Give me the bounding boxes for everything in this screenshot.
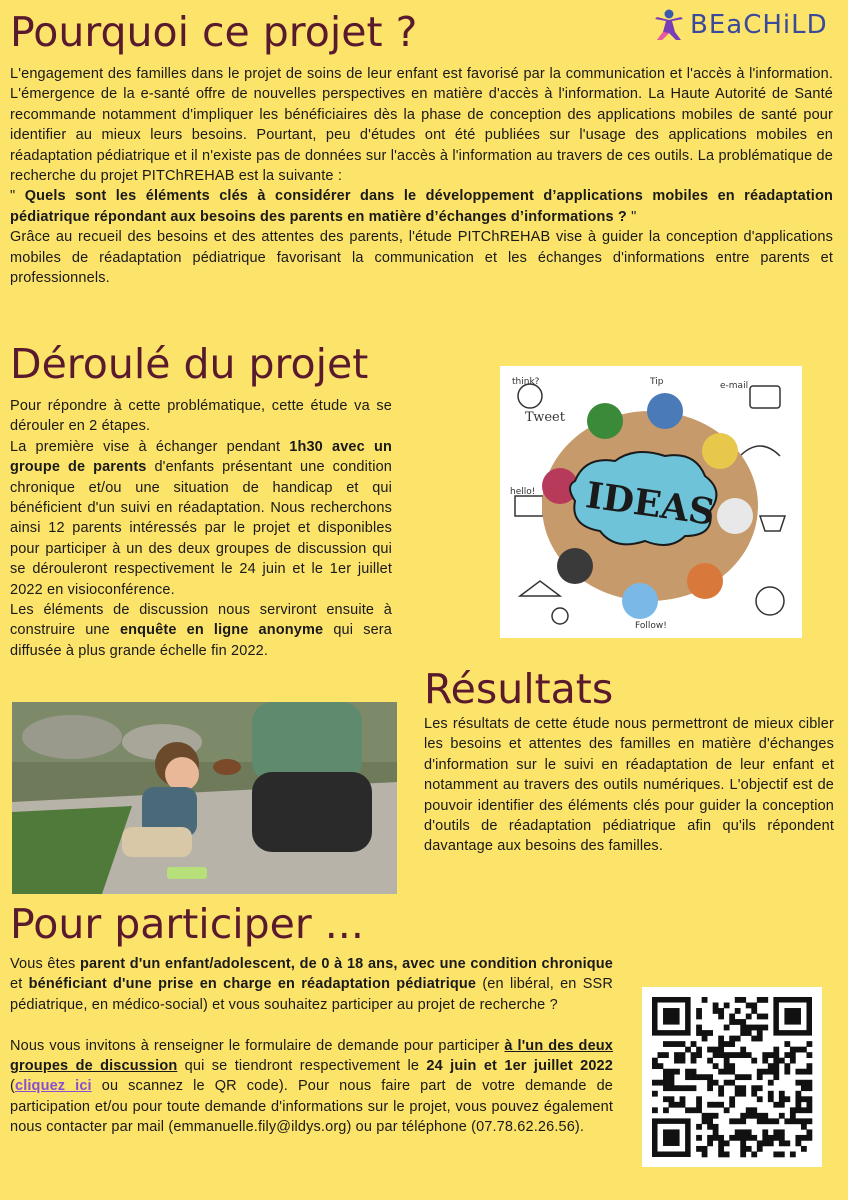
qr-code[interactable] xyxy=(642,987,822,1167)
intro-paragraph: L'engagement des familles dans le projet de soins de leur enfant est favorisé par la communication et l'accès à l'information. L'émergence de la e-santé offre de nouvelles perspectives en matière d'accès à l'information. La Haute Autorité de Santé recommande notamment d'impliquer les bénéficiaires dès la phase de conception des applications mobiles de santé pour identifier au mieux leurs besoins. Pourtant, peu d'études ont été publiées sur l'usage des applications mobiles en réadaptation pédiatrique et il n'existe pas de données sur l'accès à l'information au travers de ces outils. La problématique de recherche du projet PITChREHAB est la suivante : xyxy=(10,66,833,185)
image-word-think: think? xyxy=(512,377,540,387)
conclusion-paragraph: Grâce au recueil des besoins et des attentes des parents, l'étude PITChREHAB vise à guider la conception d'applications mobiles de réadaptation pédiatrique favorisant la communication et les échanges d'informations entre parents et professionnels. xyxy=(10,229,833,287)
logo-text: BEaCHiLD xyxy=(690,10,828,40)
ideas-word: IDEAS xyxy=(583,474,718,534)
section-title-deroule: Déroulé du projet xyxy=(10,340,369,388)
section-deroule-text: Pour répondre à cette problématique, cette étude va se dérouler en 2 étapes. La première vise à échanger pendant 1h30 avec un groupe de parents d'enfants présentant une condition chronique et/ou une situation de handicap et qui bénéficient d'un suivi en réadaptation. Nous recherchons ainsi 12 parents intéressés par le projet et disponibles pour participer à un des deux groupes de discussion qui se dérouleront respectivement le 24 juin et le 1er juillet 2022 en visioconférence. Les éléments de discussion nous serviront ensuite à construire une enquête en ligne anonyme qui sera diffusée à plus grande échelle fin 2022. xyxy=(10,398,393,659)
section-title-resultats: Résultats xyxy=(424,665,614,713)
research-question: Quels sont les éléments clés à considérer dans le développement d’applications mobiles en réadaptation pédiatrique répondant aux besoins des parents en matière d’échanges d’informations ? xyxy=(10,188,834,225)
image-word-follow: Follow! xyxy=(635,621,667,631)
image-word-tweet: Tweet xyxy=(525,410,565,425)
image-word-hello: hello! xyxy=(510,487,536,497)
image-word-email: e-mail xyxy=(720,381,749,391)
cliquez-ici-link[interactable]: cliquez ici xyxy=(14,1078,92,1095)
section-pourquoi-text: L'engagement des familles dans le projet de soins de leur enfant est favorisé par la communication et l'accès à l'information. L'émergence de la e-santé offre de nouvelles perspectives en matière d'accès à l'information. La Haute Autorité de Santé recommande notamment d'impliquer les bénéficiaires dès la phase de conception des applications mobiles de santé pour identifier au mieux leurs besoins. Pourtant, peu d'études ont été publiées sur l'usage des applications mobiles en réadaptation pédiatrique et il n'existe pas de données sur l'accès à l'information au travers de ces outils. La problématique de recherche du projet PITChREHAB est la suivante : " Quels sont les éléments clés à considérer dans le développement d’applications mobiles en réadaptation pédiatrique répondant aux besoins des parents en matière d’échanges d’informations ? " Grâce au recueil des besoins et des attentes des parents, l'étude PITChREHAB vise à guider la conception d'applications mobiles de réadaptation pédiatrique favorisant la communication et les échanges d'informations entre parents et professionnels. xyxy=(10,66,834,287)
person-star-icon xyxy=(652,8,686,42)
ideas-photo xyxy=(500,366,802,638)
section-title-participer: Pour participer ... xyxy=(10,900,364,948)
section-title-pourquoi: Pourquoi ce projet ? xyxy=(10,8,418,56)
beachild-logo xyxy=(652,8,828,42)
image-word-tip: Tip xyxy=(650,377,664,387)
child-chalk-photo xyxy=(12,702,397,894)
section-participer-text: Vous êtes parent d'un enfant/adolescent, de 0 à 18 ans, avec une condition chronique et bénéficiant d'une prise en charge en réadaptation pédiatrique (en libéral, en SSR pédiatrique, en médico-social) et vous souhaitez participer au projet de recherche ? Nous vous invitons à renseigner le formulaire de demande pour participer à l'un des deux groupes de discussion qui se tiendront respectivement le 24 juin et 1er juillet 2022 (cliquez ici ou scannez le QR code). Pour nous faire part de votre demande de participation et/ou pour toute demande d'informations sur le projet, vous pouvez également nous contacter par mail (emmanuelle.fily@ildys.org) ou par téléphone (07.78.62.26.56). xyxy=(10,956,614,1136)
section-resultats-text: Les résultats de cette étude nous permettront de mieux cibler les besoins et attentes des familles en matière d'échanges d'information sur le suivi en réadaptation de leur enfant et notamment au travers des outils numériques. L'objectif est de pouvoir identifier des éléments clés pour guider la conception d'outils de réadaptation pédiatrique afin qu'ils répondent davantage aux besoins des familles. xyxy=(424,716,834,855)
